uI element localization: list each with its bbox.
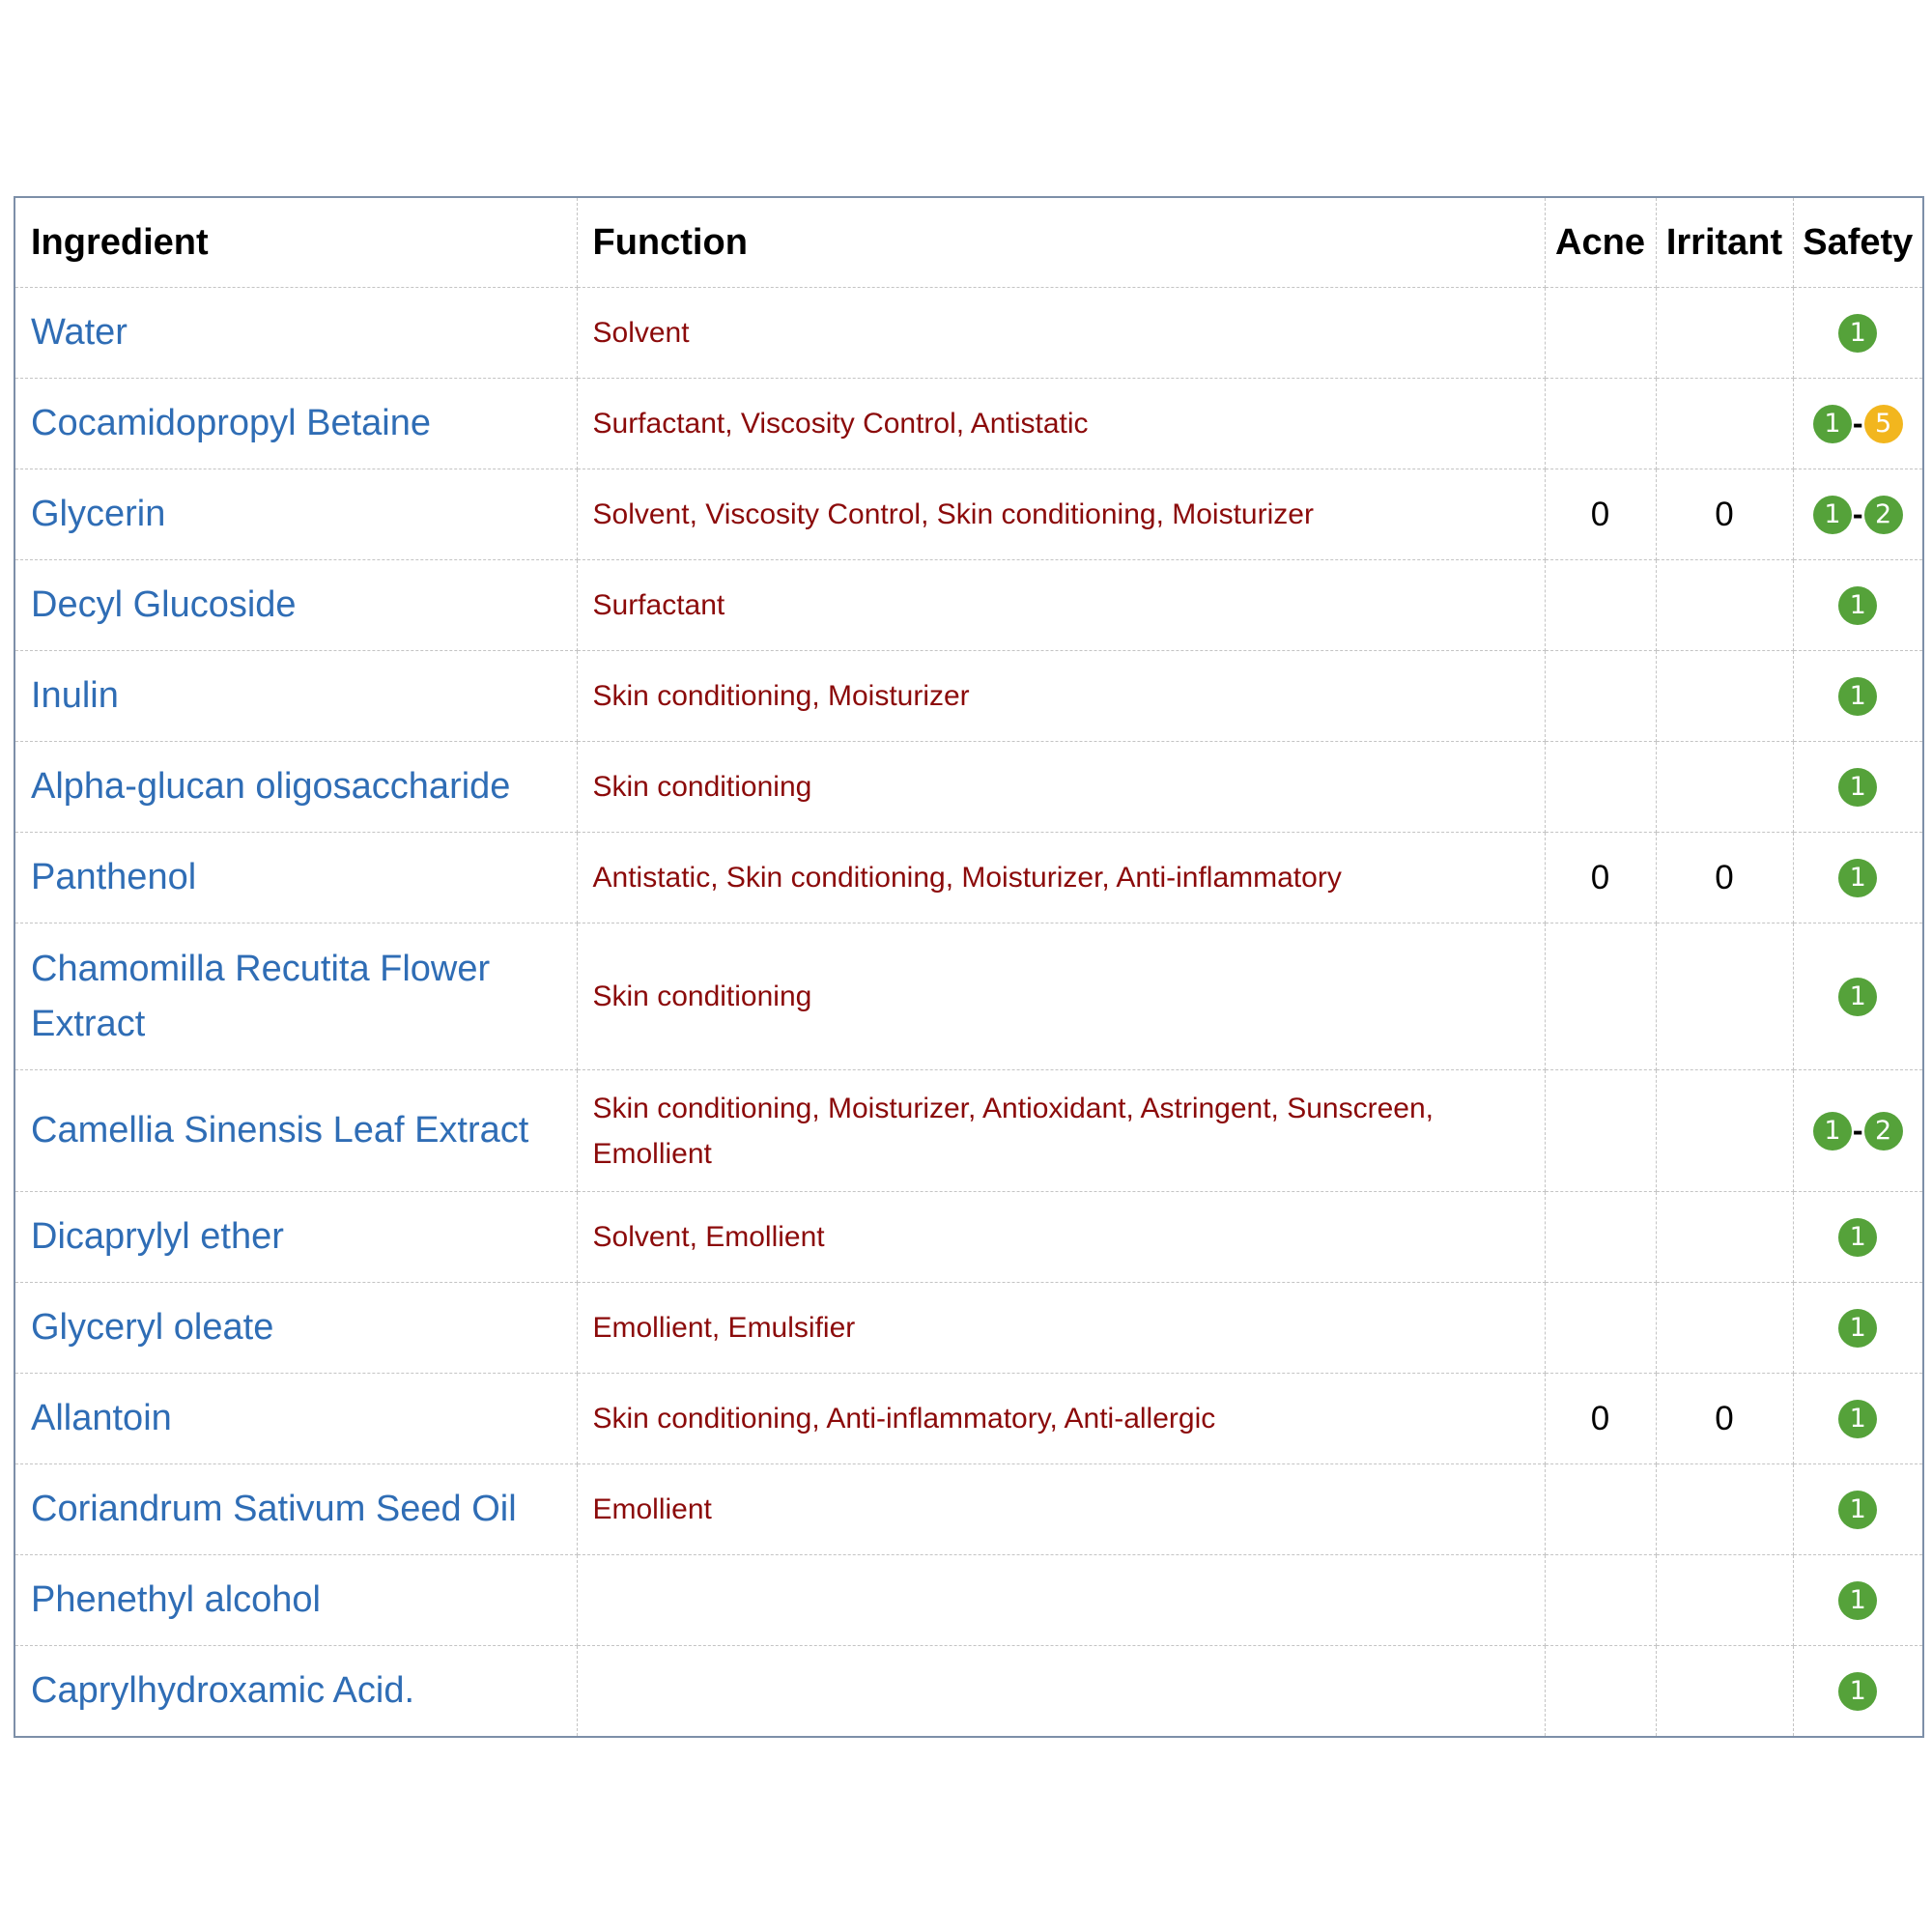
ingredient-table-container <box>14 196 1922 1738</box>
safety-cell <box>1793 651 1923 742</box>
function-cell: Surfactant, Viscosity Control, Antistatic <box>577 379 1545 469</box>
irritant-cell <box>1656 1555 1793 1646</box>
ingredient-link[interactable]: Glycerin <box>14 469 577 560</box>
function-cell: Solvent, Viscosity Control, Skin conditioning, Moisturizer <box>577 469 1545 560</box>
acne-cell <box>1545 923 1656 1070</box>
function-cell <box>577 1646 1545 1738</box>
safety-cell <box>1793 469 1923 560</box>
function-cell: Emollient, Emulsifier <box>577 1283 1545 1374</box>
table-row <box>14 1070 1923 1192</box>
safety-cell <box>1793 833 1923 923</box>
irritant-cell <box>1656 923 1793 1070</box>
ingredient-link[interactable]: Panthenol <box>14 833 577 923</box>
safety-badge-low: 1 <box>1838 1309 1877 1348</box>
irritant-cell <box>1656 1464 1793 1555</box>
irritant-cell: 0 <box>1656 833 1793 923</box>
safety-cell <box>1793 560 1923 651</box>
function-cell: Skin conditioning, Anti-inflammatory, Anti-allergic <box>577 1374 1545 1464</box>
safety-cell <box>1793 1283 1923 1374</box>
irritant-cell <box>1656 1192 1793 1283</box>
ingredient-link[interactable]: Dicaprylyl ether <box>14 1192 577 1283</box>
function-cell <box>577 1555 1545 1646</box>
safety-badge-low: 1 <box>1813 405 1852 443</box>
ingredient-table <box>14 196 1924 1738</box>
irritant-cell: 0 <box>1656 469 1793 560</box>
safety-badge-low: 1 <box>1813 496 1852 534</box>
safety-cell <box>1793 1070 1923 1192</box>
ingredient-link[interactable]: Alpha-glucan oligosaccharide <box>14 742 577 833</box>
safety-badge-low: 1 <box>1838 859 1877 897</box>
safety-badge-low: 1 <box>1838 768 1877 807</box>
acne-cell <box>1545 742 1656 833</box>
acne-cell <box>1545 288 1656 379</box>
header-safety: Safety <box>1793 197 1923 288</box>
table-row <box>14 833 1923 923</box>
ingredient-link[interactable]: Allantoin <box>14 1374 577 1464</box>
ingredient-link[interactable]: Cocamidopropyl Betaine <box>14 379 577 469</box>
table-row <box>14 1283 1923 1374</box>
table-row <box>14 1646 1923 1738</box>
acne-cell: 0 <box>1545 469 1656 560</box>
function-cell: Solvent, Emollient <box>577 1192 1545 1283</box>
table-row <box>14 469 1923 560</box>
safety-badge-low: 1 <box>1813 1112 1852 1151</box>
ingredient-link[interactable]: Inulin <box>14 651 577 742</box>
safety-cell <box>1793 923 1923 1070</box>
table-row <box>14 1555 1923 1646</box>
irritant-cell <box>1656 288 1793 379</box>
irritant-cell <box>1656 1646 1793 1738</box>
acne-cell <box>1545 1283 1656 1374</box>
safety-badge-low: 1 <box>1838 586 1877 625</box>
safety-cell <box>1793 379 1923 469</box>
acne-cell: 0 <box>1545 1374 1656 1464</box>
table-row <box>14 288 1923 379</box>
table-row <box>14 923 1923 1070</box>
ingredient-link[interactable]: Decyl Glucoside <box>14 560 577 651</box>
table-row <box>14 651 1923 742</box>
safety-badge-low: 1 <box>1838 314 1877 353</box>
header-acne: Acne <box>1545 197 1656 288</box>
table-row <box>14 1464 1923 1555</box>
acne-cell <box>1545 1555 1656 1646</box>
irritant-cell <box>1656 379 1793 469</box>
safety-cell <box>1793 1192 1923 1283</box>
safety-badge-low: 1 <box>1838 1400 1877 1438</box>
ingredient-link[interactable]: Glyceryl oleate <box>14 1283 577 1374</box>
acne-cell <box>1545 1070 1656 1192</box>
safety-badge-low: 1 <box>1838 1581 1877 1620</box>
irritant-cell <box>1656 1070 1793 1192</box>
ingredient-link[interactable]: Water <box>14 288 577 379</box>
acne-cell <box>1545 379 1656 469</box>
irritant-cell <box>1656 1283 1793 1374</box>
safety-cell <box>1793 288 1923 379</box>
safety-badge-high: 2 <box>1864 496 1903 534</box>
safety-badge-low: 1 <box>1838 1672 1877 1711</box>
safety-badge-high: 5 <box>1864 405 1903 443</box>
table-row <box>14 560 1923 651</box>
safety-range-separator: - <box>1852 406 1863 440</box>
ingredient-link[interactable]: Caprylhydroxamic Acid. <box>14 1646 577 1738</box>
safety-cell <box>1793 1646 1923 1738</box>
acne-cell <box>1545 1192 1656 1283</box>
irritant-cell <box>1656 651 1793 742</box>
function-cell: Surfactant <box>577 560 1545 651</box>
safety-cell <box>1793 1464 1923 1555</box>
irritant-cell: 0 <box>1656 1374 1793 1464</box>
table-row <box>14 742 1923 833</box>
function-cell: Skin conditioning, Moisturizer <box>577 651 1545 742</box>
safety-badge-low: 1 <box>1838 677 1877 716</box>
safety-badge-low: 1 <box>1838 1218 1877 1257</box>
ingredient-link[interactable]: Phenethyl alcohol <box>14 1555 577 1646</box>
safety-badge-low: 1 <box>1838 1491 1877 1529</box>
irritant-cell <box>1656 560 1793 651</box>
header-irritant: Irritant <box>1656 197 1793 288</box>
acne-cell <box>1545 651 1656 742</box>
acne-cell <box>1545 1646 1656 1738</box>
function-cell: Antistatic, Skin conditioning, Moisturizer, Anti-inflammatory <box>577 833 1545 923</box>
ingredient-link[interactable]: Chamomilla Recutita Flower Extract <box>14 923 577 1070</box>
safety-range-separator: - <box>1852 497 1863 531</box>
ingredient-link[interactable]: Camellia Sinensis Leaf Extract <box>14 1070 577 1192</box>
function-cell: Solvent <box>577 288 1545 379</box>
safety-cell <box>1793 742 1923 833</box>
function-cell: Skin conditioning <box>577 923 1545 1070</box>
safety-range-separator: - <box>1852 1113 1863 1148</box>
function-cell: Skin conditioning <box>577 742 1545 833</box>
ingredient-link[interactable]: Coriandrum Sativum Seed Oil <box>14 1464 577 1555</box>
table-row <box>14 1374 1923 1464</box>
safety-badge-high: 2 <box>1864 1112 1903 1151</box>
acne-cell <box>1545 560 1656 651</box>
table-row <box>14 379 1923 469</box>
acne-cell: 0 <box>1545 833 1656 923</box>
irritant-cell <box>1656 742 1793 833</box>
function-cell: Emollient <box>577 1464 1545 1555</box>
table-row <box>14 1192 1923 1283</box>
safety-cell <box>1793 1374 1923 1464</box>
header-function: Function <box>577 197 1545 288</box>
safety-cell <box>1793 1555 1923 1646</box>
header-ingredient: Ingredient <box>14 197 577 288</box>
table-header-row <box>14 197 1923 288</box>
safety-badge-low: 1 <box>1838 978 1877 1016</box>
acne-cell <box>1545 1464 1656 1555</box>
function-cell: Skin conditioning, Moisturizer, Antioxidant, Astringent, Sunscreen, Emollient <box>577 1070 1545 1192</box>
